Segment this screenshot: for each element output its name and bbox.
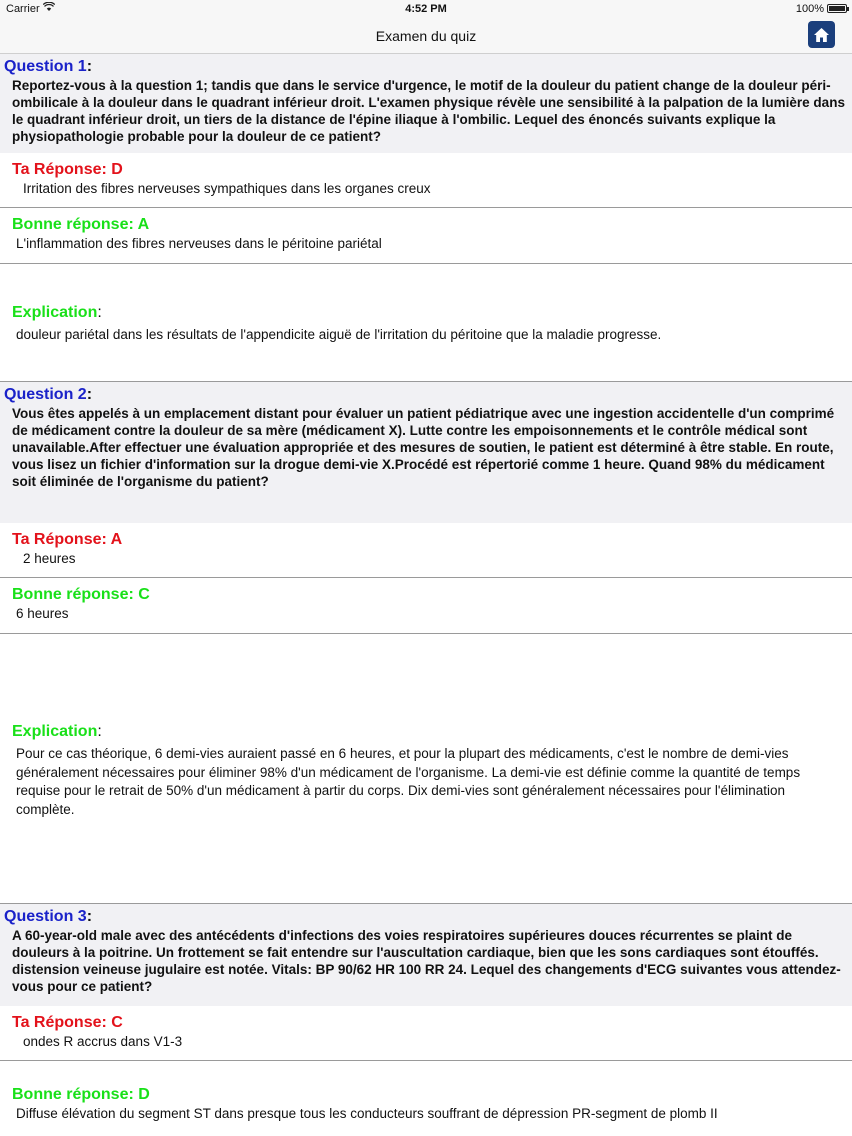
correct-answer-label: Bonne réponse: A xyxy=(12,216,150,233)
explanation-text: Pour ce cas théorique, 6 demi-vies auraient passé en 6 heures, et pour la plupart des médicaments, c'est le nombre de demi-vies généralement nécessaires pour éliminer 98% d'un médicament de l'organisme. La demi-vie est définie comme la quantité de temps requise pour le retrait de 50% d'un médicament à partir du corps. Dix demi-vies sont généralement nécessaires pour l'élimination complète. xyxy=(16,746,801,817)
your-answer-text: 2 heures xyxy=(23,551,76,566)
question-block: Question 3: A 60-year-old male avec des antécédents d'infections des voies respiratoires supérieures douces récurrentes se plaint de douleurs à la poitrine. Un frottement se fait entendre sur l'auscultation cardiaque, bien que les sons cardiaques sont étouffés. distension veineuse jugulaire est notée. Vitals: BP 90/62 HR 100 RR 24. Lequel des changements d'ECG suivantes vous attendez-vous pour ce patient? xyxy=(0,904,852,1006)
question-text: A 60-year-old male avec des antécédents d'infections des voies respiratoires supérieures douces récurrentes se plaint de douleurs à la poitrine. Un frottement se fait entendre sur l'auscultation cardiaque, bien que les sons cardiaques sont étouffés. distension veineuse jugulaire est notée. Vitals: BP 90/62 HR 100 RR 24. Lequel des changements d'ECG suivantes vous attendez-vous pour ce patient? xyxy=(12,928,841,994)
explanation-text: douleur pariétal dans les résultats de l'appendicite aiguë de l'irritation du péritoine que la maladie progresse. xyxy=(16,327,662,342)
quiz-review-list[interactable] xyxy=(0,54,852,1136)
your-answer-label: Ta Réponse: A xyxy=(12,531,123,548)
correct-answer xyxy=(0,578,852,634)
page-title: Examen du quiz xyxy=(375,28,477,44)
question-text: Vous êtes appelés à un emplacement distant pour évaluer un patient pédiatrique avec une ingestion accidentelle d'un comprimé de médicament contre la douleur de sa mère (médicament X). Lutte contre les empoisonnements et le contrôle médical sont unavailable.After effectuer une évaluation appropriée et des mesures de soutien, le patient est déterminé à être stable. En route, vous lisez un fichier d'information sur la drogue demi-vie X.Procédé est répertorié comme 1 heure. Quand 98% du médicament soit éliminée de l'organisme du patient? xyxy=(12,406,835,489)
carrier-label: Carrier xyxy=(6,3,40,15)
question-title: Question 2 xyxy=(4,386,87,403)
explanation: Explication: douleur pariétal dans les résultats de l'appendicite aiguë de l'irritation du péritoine que la maladie progresse. xyxy=(0,264,852,382)
question-title: Question 1 xyxy=(4,58,87,75)
correct-answer-label: Bonne réponse: C xyxy=(12,586,150,603)
question-title: Question 3 xyxy=(4,908,87,925)
battery-icon xyxy=(827,4,847,13)
your-answer-text: Irritation des fibres nerveuses sympathiques dans les organes creux xyxy=(23,181,431,196)
status-bar xyxy=(0,0,852,18)
your-answer xyxy=(0,1006,852,1061)
correct-answer-text: L'inflammation des fibres nerveuses dans le péritoine pariétal xyxy=(16,236,382,251)
question-text: Reportez-vous à la question 1; tandis que dans le service d'urgence, le motif de la douleur du patient change de la douleur péri-ombilicale à la douleur dans le quadrant inférieur droit. L'examen physique révèle une sensibilité à la palpation de la lumière dans le quadrant inférieur droit, un tiers de la distance de l'épine iliaque à l'ombilic. Lequel des énoncés suivants explique la physiopathologie probable pour la douleur de ce patient? xyxy=(12,78,845,144)
your-answer-label: Ta Réponse: D xyxy=(12,161,123,178)
home-button[interactable] xyxy=(808,21,835,48)
question-block: Question 2: Vous êtes appelés à un emplacement distant pour évaluer un patient pédiatrique avec une ingestion accidentelle d'un comprimé de médicament contre la douleur de sa mère (médicament X). Lutte contre les empoisonnements et le contrôle médical sont unavailable.After effectuer une évaluation appropriée et des mesures de soutien, le patient est déterminé à être stable. En route, vous lisez un fichier d'information sur la drogue demi-vie X.Procédé est répertorié comme 1 heure. Quand 98% du médicament soit éliminée de l'organisme du patient? xyxy=(0,382,852,523)
correct-answer-text: Diffuse élévation du segment ST dans presque tous les conducteurs souffrant de dépression PR-segment de plomb II xyxy=(16,1106,718,1121)
clock: 4:52 PM xyxy=(405,3,447,15)
your-answer-text: ondes R accrus dans V1-3 xyxy=(23,1034,183,1049)
home-icon xyxy=(813,27,830,43)
your-answer xyxy=(0,523,852,578)
navigation-bar xyxy=(0,18,852,54)
explanation-label: Explication xyxy=(12,304,98,321)
correct-answer-text: 6 heures xyxy=(16,606,69,621)
correct-answer xyxy=(0,1061,852,1136)
your-answer-label: Ta Réponse: C xyxy=(12,1014,123,1031)
your-answer xyxy=(0,153,852,208)
battery-percent: 100% xyxy=(795,3,824,15)
correct-answer xyxy=(0,208,852,264)
explanation: Explication: Pour ce cas théorique, 6 demi-vies auraient passé en 6 heures, et pour la plupart des médicaments, c'est le nombre de demi-vies généralement nécessaires pour éliminer 98% d'un médicament de l'organisme. La demi-vie est définie comme la quantité de temps requise pour le retrait de 50% d'un médicament à partir du corps. Dix demi-vies sont généralement nécessaires pour l'élimination complète. xyxy=(0,634,852,904)
explanation-label: Explication xyxy=(12,723,98,740)
correct-answer-label: Bonne réponse: D xyxy=(12,1086,150,1103)
question-block: Question 1: Reportez-vous à la question 1; tandis que dans le service d'urgence, le motif de la douleur du patient change de la douleur péri-ombilicale à la douleur dans le quadrant inférieur droit. L'examen physique révèle une sensibilité à la palpation de la lumière dans le quadrant inférieur droit, un tiers de la distance de l'épine iliaque à l'ombilic. Lequel des énoncés suivants explique la physiopathologie probable pour la douleur de ce patient? xyxy=(0,54,852,153)
